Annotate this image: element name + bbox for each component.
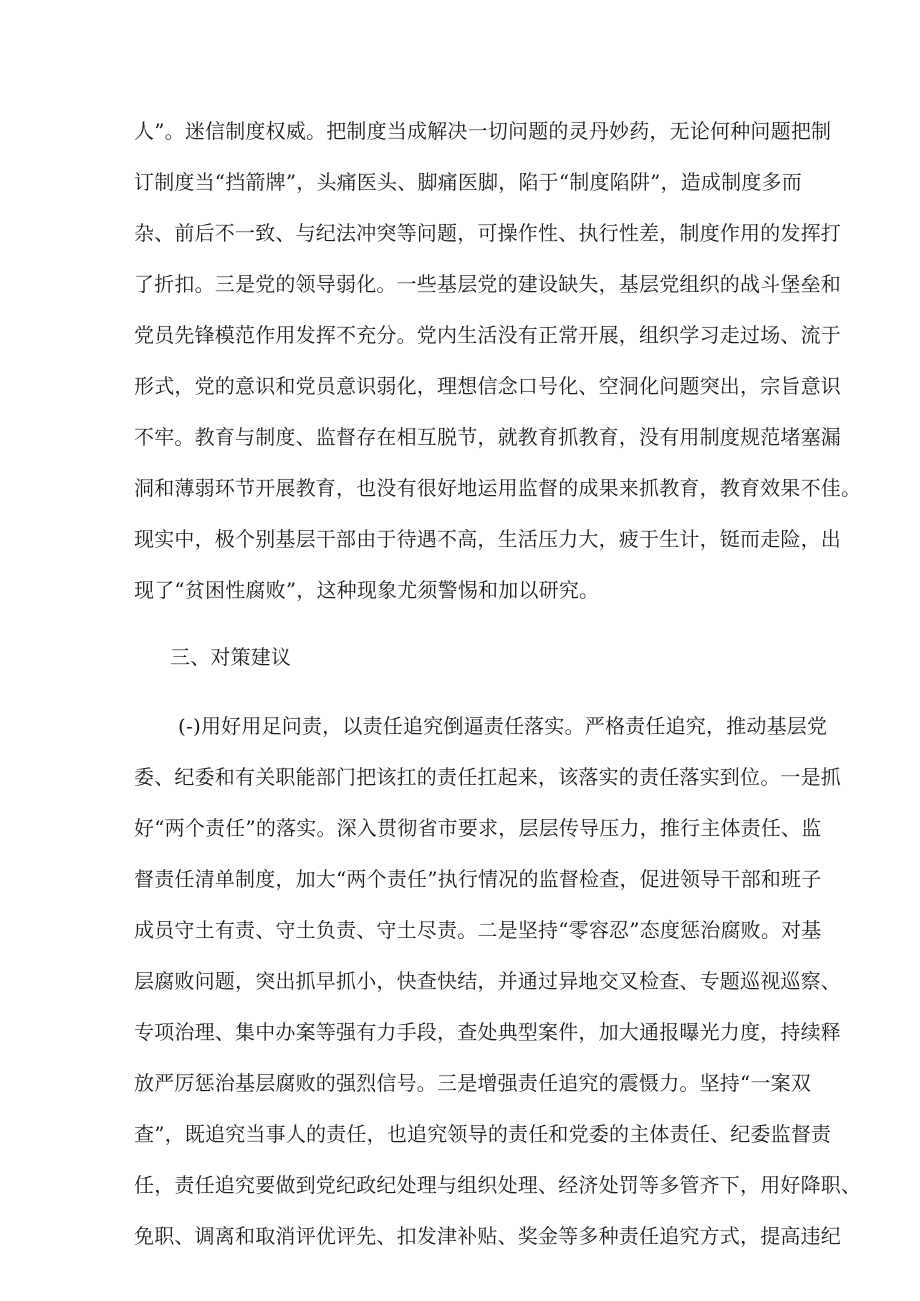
text-line: 形式，党的意识和党员意识弱化，理想信念口号化、空洞化问题突出，宗旨意识 xyxy=(134,374,841,398)
text-line: 查”，既追究当事人的责任，也追究领导的责任和党委的主体责任、纪委监督责 xyxy=(134,1122,832,1146)
text-line: 好“两个责任”的落实。深入贯彻省市要求，层层传导压力，推行主体责任、监 xyxy=(134,816,822,840)
text-line: 人”。迷信制度权威。把制度当成解决一切问题的灵丹妙药，无论何种问题把制 xyxy=(134,119,832,143)
section-heading: 三、对策建议 xyxy=(170,645,292,669)
text-line: 层腐败问题，突出抓早抓小，快查快结，并通过异地交叉检查、专题巡视巡察、 xyxy=(134,969,841,993)
text-line: 放严厉惩治基层腐败的强烈信号。三是增强责任追究的震慑力。坚持“一案双 xyxy=(134,1071,812,1095)
text-line: 党员先锋模范作用发挥不充分。党内生活没有正常开展，组织学习走过场、流于 xyxy=(134,323,841,347)
text-line: 任，责任追究要做到党纪政纪处理与组织处理、经济处罚等多管齐下，用好降职、 xyxy=(134,1173,862,1197)
text-line: 督责任清单制度，加大“两个责任”执行情况的监督检查，促进领导干部和班子 xyxy=(134,867,822,891)
text-line: 订制度当“挡箭牌”，头痛医头、脚痛医脚，陷于“制度陷阱”，造成制度多而 xyxy=(134,170,802,194)
text-line: 了折扣。三是党的领导弱化。一些基层党的建设缺失，基层党组织的战斗堡垒和 xyxy=(134,272,841,296)
text-line: 委、纪委和有关职能部门把该扛的责任扛起来，该落实的责任落实到位。一是抓 xyxy=(134,765,841,789)
text-line: 现了“贫困性腐败”，这种现象尤须警惕和加以研究。 xyxy=(134,578,600,602)
text-line: 免职、调离和取消评优评先、扣发津补贴、奖金等多种责任追究方式，提高违纪 xyxy=(134,1224,841,1248)
text-line: 专项治理、集中办案等强有力手段，查处典型案件，加大通报曝光力度，持续释 xyxy=(134,1020,841,1044)
text-line: (-)用好用足问责，以责任追究倒逼责任落实。严格责任追究，推动基层党 xyxy=(178,714,828,738)
text-line: 成员守土有责、守土负责、守土尽责。二是坚持“零容忍”态度惩治腐败。对基 xyxy=(134,918,822,942)
text-line: 洞和薄弱环节开展教育，也没有很好地运用监督的成果来抓教育，教育效果不佳。 xyxy=(134,476,862,500)
text-line: 现实中，极个别基层干部由于待遇不高，生活压力大，疲于生计，铤而走险，出 xyxy=(134,527,841,551)
text-line: 杂、前后不一致、与纪法冲突等问题，可操作性、执行性差，制度作用的发挥打 xyxy=(134,221,841,245)
text-line: 不牢。教育与制度、监督存在相互脱节，就教育抓教育，没有用制度规范堵塞漏 xyxy=(134,425,841,449)
